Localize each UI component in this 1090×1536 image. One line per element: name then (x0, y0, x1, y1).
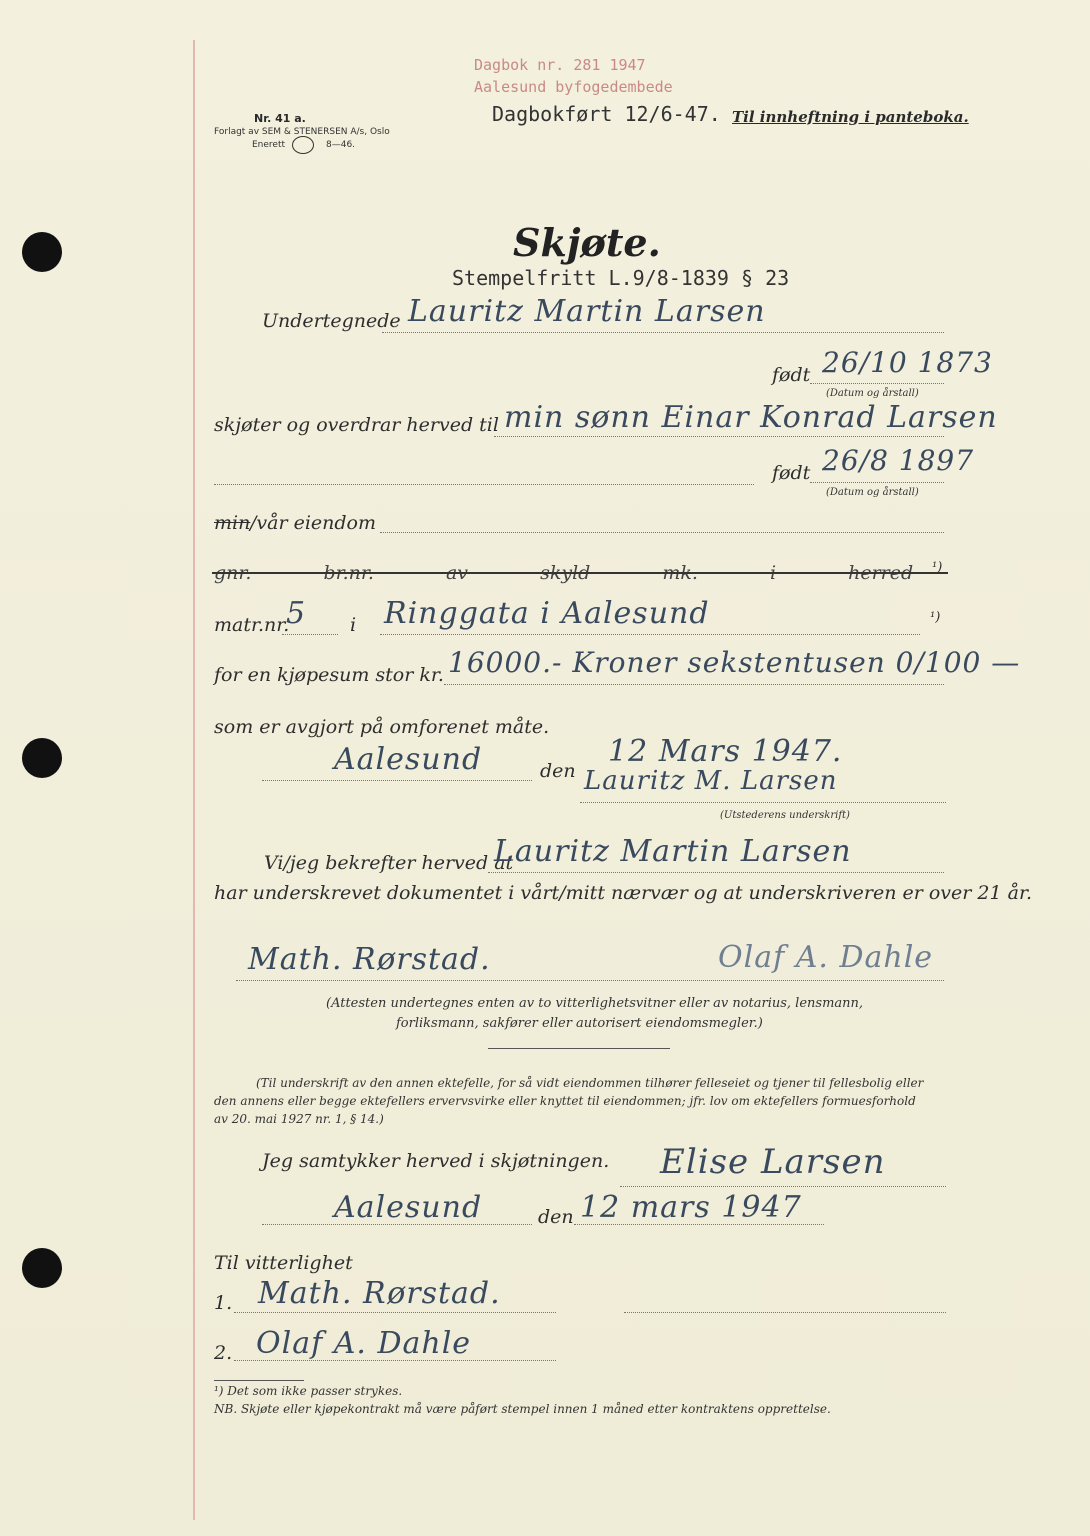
spouse-signature: Elise Larsen (660, 1142, 886, 1182)
publisher-logo (292, 136, 314, 154)
stempel-text: Stempelfritt L.9/8-1839 § 23 (452, 266, 790, 290)
witness-name-1: Math. Rørstad. (258, 1276, 501, 1311)
spouse-note-2: den annens eller begge ektefellers ervervsvirke eller knyttet til eiendommen; jfr. lov om ektefellers formuesforhold (214, 1094, 916, 1108)
dotline (382, 332, 944, 333)
fodt-value-2: 26/8 1897 (822, 444, 975, 477)
spouse-note-3: av 20. mai 1927 nr. 1, § 14.) (214, 1112, 384, 1126)
utsteder-label: (Utstederens underskrift) (720, 810, 850, 821)
fodt-label-2: født (772, 462, 811, 484)
dotline (488, 872, 944, 873)
spouse-note-1: (Til underskrift av den annen ektefelle, for så vidt eiendommen tilhører felleseiet og tjener til fellesbolig eller (256, 1076, 924, 1090)
witness-number-2: 2. (214, 1342, 233, 1364)
dotline (262, 780, 532, 781)
dotline (380, 634, 920, 635)
den-label-2: den (538, 1206, 574, 1228)
datum-label-2: (Datum og årstall) (826, 487, 919, 498)
datum-label-1: (Datum og årstall) (826, 388, 919, 399)
avgjort-text: som er avgjort på omforenet måte. (214, 716, 550, 738)
publisher-text: Forlagt av SEM & STENERSEN A/s, Oslo (214, 127, 390, 137)
dotline (580, 802, 946, 803)
gnr-line: gnr. br.nr. av skyld mk. i herred (214, 562, 914, 584)
dotline (494, 436, 944, 437)
undertegnede-value: Lauritz Martin Larsen (408, 294, 766, 329)
witness-signature-1: Math. Rørstad. (248, 942, 491, 977)
witness-signature-2: Olaf A. Dahle (718, 940, 934, 975)
margin-line (193, 40, 195, 1520)
dotline (262, 1224, 532, 1225)
bekrefter-label: Vi/jeg bekrefter herved at (264, 852, 514, 874)
eiendom-label: /vår eiendom (250, 512, 377, 534)
dotline (282, 634, 338, 635)
document-title: Skjøte. (513, 220, 661, 265)
dotline (214, 484, 754, 485)
fodt-value-1: 26/10 1873 (822, 346, 993, 379)
dagbok-stamp: Dagbok nr. 281 1947 (474, 56, 646, 74)
matr-i: i (350, 614, 357, 636)
underskrevet-text: har underskrevet dokumentet i vårt/mitt nærvær og at underskriveren er over 21 år. (214, 882, 1032, 904)
dotline (624, 1312, 946, 1313)
byfoged-stamp: Aalesund byfogedembede (474, 78, 673, 96)
witness-number-1: 1. (214, 1292, 233, 1314)
form-date: 8—46. (326, 140, 356, 150)
enerett-text: Enerett (252, 140, 286, 150)
signature-1: Lauritz M. Larsen (584, 766, 838, 796)
footnote-rule (214, 1380, 304, 1381)
place-1: Aalesund (334, 742, 483, 777)
dotline (444, 684, 944, 685)
den-label-1: den (540, 760, 576, 782)
fodt-label-1: født (772, 364, 811, 386)
matr-place: Ringgata i Aalesund (384, 596, 710, 631)
punch-hole-bottom (22, 1248, 62, 1288)
dotline (234, 1360, 556, 1361)
dotline (810, 482, 944, 483)
date-2: 12 mars 1947 (580, 1190, 802, 1225)
matr-label: matr.nr. (214, 614, 290, 636)
form-number: Nr. 41 a. (254, 112, 306, 125)
gnr-strike (212, 572, 948, 574)
attest-note-1: (Attesten undertegnes enten av to vitterlighetsvitner eller av notarius, lensmann, (326, 996, 864, 1011)
matr-footnote-mark: ¹) (930, 610, 941, 625)
attest-note-2: forliksmann, sakfører eller autorisert eiendomsmegler.) (396, 1016, 763, 1031)
section-divider (488, 1048, 670, 1049)
dotline (810, 383, 944, 384)
dotline (574, 1224, 824, 1225)
punch-hole-top (22, 232, 62, 272)
gnr-footnote-mark: ¹) (932, 560, 943, 575)
footnote-1: ¹) Det som ikke passer strykes. (214, 1384, 403, 1398)
vitterlighet-label: Til vitterlighet (214, 1252, 353, 1274)
innheftning-text: Til innheftning i panteboka. (732, 108, 969, 126)
undertegnede-label: Undertegnede (262, 310, 401, 332)
witness-name-2: Olaf A. Dahle (256, 1326, 472, 1361)
eiendom-struck: min (214, 512, 251, 534)
dotline (234, 1312, 556, 1313)
kjopesum-label: for en kjøpesum stor kr. (214, 664, 444, 686)
bekrefter-value: Lauritz Martin Larsen (494, 834, 852, 869)
skjoter-label: skjøter og overdrar herved til (214, 414, 499, 436)
punch-hole-middle (22, 738, 62, 778)
dotline (380, 532, 944, 533)
skjoter-value: min sønn Einar Konrad Larsen (504, 400, 998, 435)
kjopesum-value: 16000.- Kroner sekstentusen 0/100 — (448, 646, 1021, 679)
dotline (236, 980, 944, 981)
samtykker-text: Jeg samtykker herved i skjøtningen. (262, 1150, 610, 1172)
dotline (620, 1186, 946, 1187)
date-1: 12 Mars 1947. (608, 734, 843, 769)
footnote-2: NB. Skjøte eller kjøpekontrakt må være påført stempel innen 1 måned etter kontraktens opprettelse. (214, 1402, 831, 1416)
place-2: Aalesund (334, 1190, 483, 1225)
matr-value: 5 (286, 596, 307, 631)
dagbokfort-text: Dagbokført 12/6-47. (492, 102, 721, 126)
